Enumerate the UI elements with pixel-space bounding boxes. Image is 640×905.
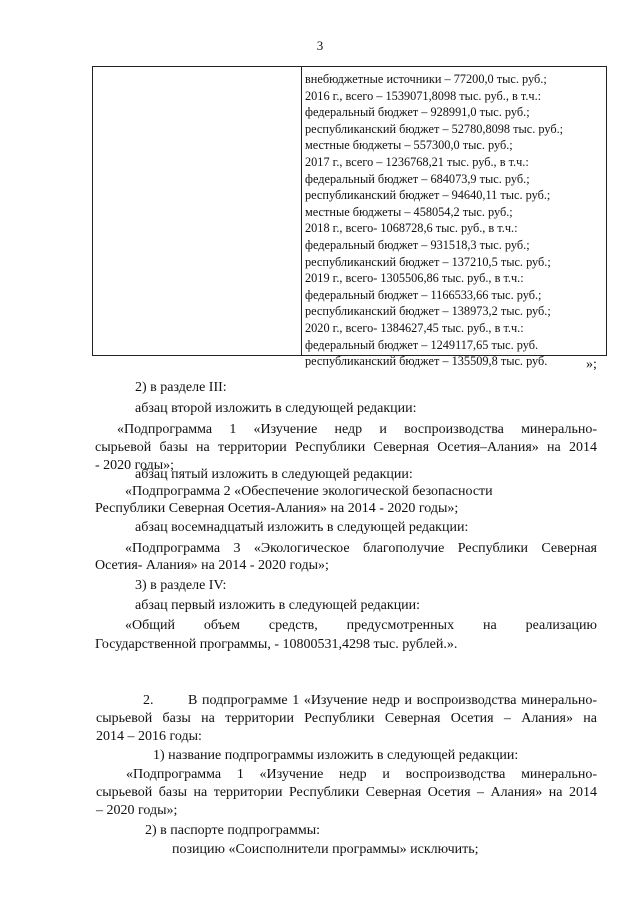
paragraph: – 2020 годы»; (96, 803, 178, 818)
table-line: внебюджетные источники – 77200,0 тыс. руб.; (305, 72, 547, 86)
table-line: местные бюджеты – 458054,2 тыс. руб.; (305, 204, 513, 219)
justified-line: сырьевой базы на территории Республики Северная Осетия – Алания» на (96, 711, 597, 726)
section-4-heading: 3) в разделе IV: (135, 578, 227, 593)
table-line: 2020 г., всего- 1384627,45 тыс. руб., в т.ч.: (305, 320, 524, 335)
table-line: 2017 г., всего – 1236768,21 тыс. руб., в т.ч.: (305, 154, 529, 169)
justified-line: «Общий объем средств, предусмотренных на реализацию (125, 618, 597, 633)
paragraph: Республики Северная Осетия-Алания» на 2014 - 2020 годы»; (95, 501, 459, 516)
paragraph: абзац восемнадцатый изложить в следующей редакции: (135, 520, 469, 535)
justified-line: «Подпрограмма 3 «Экологическое благополучие Республики Северная (125, 541, 597, 556)
funding-table (92, 66, 607, 369)
justified-line: В подпрограмме 1 «Изучение недр и воспроизводства минерально- (188, 693, 597, 708)
justified-line: «Подпрограмма 1 «Изучение недр и воспроизводства минерально- (126, 767, 597, 782)
table-line: республиканский бюджет – 135509,8 тыс. руб. (305, 354, 548, 369)
table-line: федеральный бюджет – 931518,3 тыс. руб.; (305, 237, 530, 252)
paragraph: Осетия- Алания» на 2014 - 2020 годы»; (95, 558, 329, 573)
page-number: 3 (316, 38, 324, 53)
table-line: федеральный бюджет – 928991,0 тыс. руб.; (305, 105, 530, 120)
table-line: республиканский бюджет – 52780,8098 тыс. руб.; (305, 121, 564, 136)
paragraph: Государственной программы, - 10800531,4298 тыс. рублей.». (95, 637, 458, 652)
item-number: 2. (143, 693, 154, 708)
paragraph: - 2020 годы»; (95, 458, 175, 473)
table-line: 2019 г., всего- 1305506,86 тыс. руб., в т.ч.: (305, 271, 524, 286)
paragraph: 2) в паспорте подпрограммы: (145, 823, 321, 838)
paragraph: абзац пятый изложить в следующей редакции: (135, 467, 413, 482)
table-line: республиканский бюджет – 138973,2 тыс. руб.; (305, 304, 551, 319)
table-line: федеральный бюджет – 1249117,65 тыс. руб. (305, 337, 539, 352)
table-funding-cell (305, 71, 604, 370)
table-close-quote: »; (586, 357, 597, 372)
paragraph: 2014 – 2016 годы: (96, 729, 202, 744)
table-line: 2016 г., всего – 1539071,8098 тыс. руб., в т.ч.: (305, 88, 542, 103)
table-line: 2018 г., всего- 1068728,6 тыс. руб., в т.ч.: (305, 221, 518, 236)
paragraph: абзац второй изложить в следующей редакции: (135, 401, 417, 416)
table-line: федеральный бюджет – 1166533,66 тыс. руб.; (305, 287, 542, 302)
table-line: республиканский бюджет – 94640,11 тыс. руб.; (305, 188, 551, 203)
justified-line: сырьевой базы на территории Республики Северная Осетия – Алания» на 2014 (96, 785, 597, 800)
justified-line: сырьевой базы на территории Республики Северная Осетия–Алания» на 2014 (95, 440, 597, 455)
table-line: местные бюджеты – 557300,0 тыс. руб.; (305, 138, 513, 153)
section-3-heading: 2) в разделе III: (135, 380, 227, 395)
paragraph: 1) название подпрограммы изложить в следующей редакции: (153, 748, 519, 763)
justified-line: «Подпрограмма 1 «Изучение недр и воспроизводства минерально- (117, 422, 597, 437)
paragraph: позицию «Соисполнители программы» исключить; (172, 842, 479, 857)
paragraph: абзац первый изложить в следующей редакции: (135, 598, 421, 613)
table-column-divider (301, 67, 302, 355)
table-line: федеральный бюджет – 684073,9 тыс. руб.; (305, 171, 530, 186)
table-line: республиканский бюджет – 137210,5 тыс. руб.; (305, 254, 551, 269)
paragraph: «Подпрограмма 2 «Обеспечение экологической безопасности (125, 484, 493, 499)
